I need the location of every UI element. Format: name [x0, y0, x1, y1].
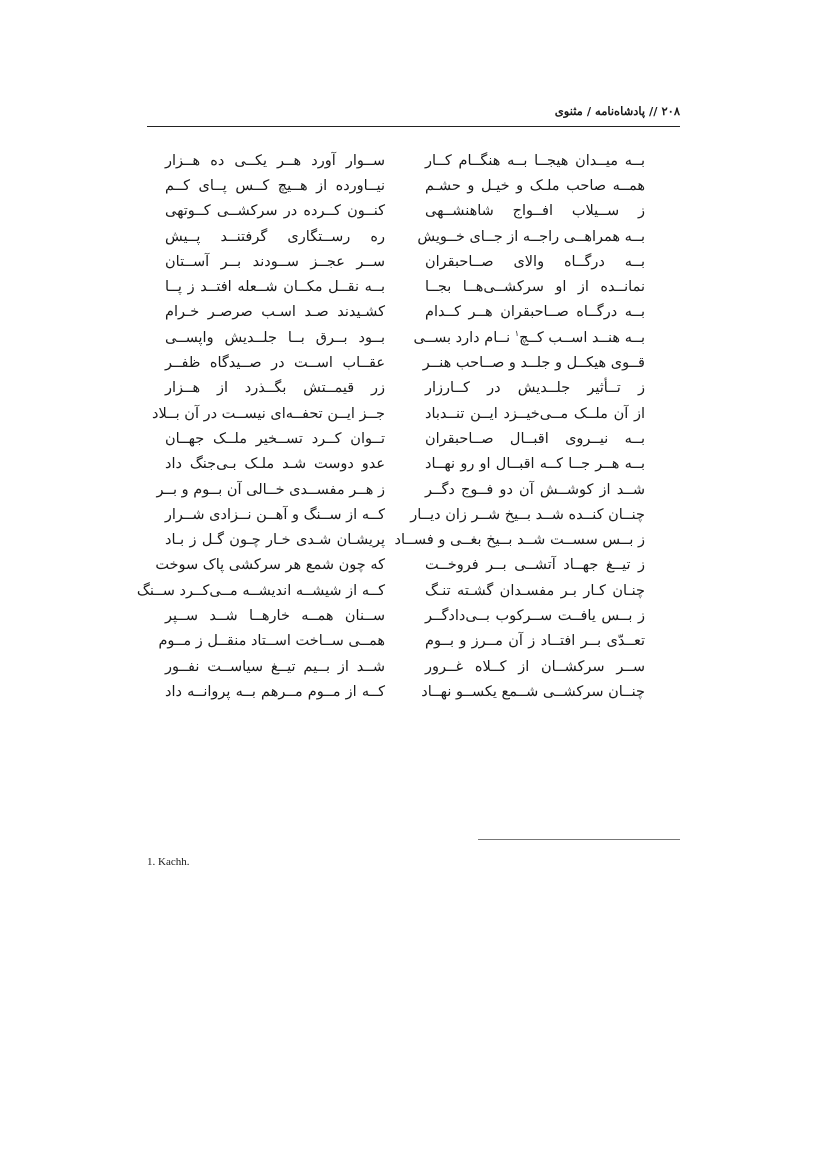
verse-row [165, 249, 645, 274]
verse-right-hemistich: ز ســیلاب افــواج شاهنشــهی [425, 203, 645, 220]
verse-right-hemistich: قــوی هیکــل و جلــد و صــاحب هنــر [422, 355, 645, 372]
verse-left-hemistich: شــد از بــیم تیــغ سیاســت نفــور [165, 658, 385, 675]
verse-row [158, 629, 645, 654]
verse-left-hemistich: کــه از مــوم مــرهم بــه پروانــه داد [165, 683, 385, 700]
verse-right-hemistich: شــد از کوشــش آن دو فــوج دگــر [425, 481, 645, 498]
verse-left-hemistich: که چون شمع هر سرکشی پاک سوخت [155, 557, 385, 574]
running-header-title: ۲۰۸ // پادشاه‌نامه / مثنوی [554, 104, 680, 118]
footnote-marker: ۱ [514, 329, 520, 339]
verse-row [165, 173, 645, 198]
verse-left-hemistich: ســوار آورد هــر یکــی ده هــزار [165, 152, 385, 169]
verse-left-hemistich: بــود بــرق بــا جلــدیش واپســی [165, 329, 385, 346]
verse-row [165, 527, 645, 552]
verse-text: بــه هنــد اســب کــچ [519, 330, 645, 347]
verse-right-hemistich: از آن ملــک مــی‌خیــزد ایــن تنــدباد [425, 405, 645, 422]
verse-row [136, 578, 645, 603]
verse-left-hemistich: ســنان همــه خارهــا شــد ســپر [165, 607, 385, 624]
verse-right-hemistich: ز بــس سســت شــد بــیخ بغــی و فســاد [394, 532, 645, 549]
verse-row [165, 452, 645, 477]
verse-right-hemistich: بــه نیــروی اقبــال صــاحبقران [425, 430, 645, 447]
verse-left-hemistich: کشـیدند صـد اسـب صرصـر خـرام [165, 304, 385, 321]
verse-row [165, 224, 645, 249]
verse-left-hemistich: همــی ســاخت اســتاد منقــل ز مــوم [158, 633, 385, 650]
verse-right-hemistich: ز بــس یافــت ســرکوب بــی‌دادگــر [425, 607, 645, 624]
verse-right-hemistich: بــه درگــاه صــاحبقران هــر کــدام [425, 304, 645, 321]
verse-left-hemistich: عدو دوست شـد ملـک بـی‌جنگ داد [165, 456, 385, 473]
verse-right-hemistich [413, 329, 645, 347]
poem-body [136, 148, 645, 705]
verse-left-hemistich: پریشـان شـدی خـار چـون گـل ز بـاد [165, 532, 385, 549]
verse-left-hemistich: کــه از ســنگ و آهــن نــزادی شــرار [164, 506, 385, 523]
footnote-text: 1. Kachh. [147, 856, 190, 868]
verse-left-hemistich: نیــاورده از هــیچ کــس پــای کــم [165, 177, 385, 194]
verse-right-hemistich: ســر سرکشــان از کــلاه غــرور [425, 658, 645, 675]
verse-row [165, 300, 645, 325]
verse-right-hemistich: چنــان کنــده شــد بــیخ شــر زان دیــار [410, 506, 645, 523]
verse-right-hemistich: ز تیــغ جهــاد آتشــی بــر فروخــت [425, 557, 645, 574]
verse-left-hemistich: تــوان کــرد تســخیر ملــک جهــان [165, 430, 385, 447]
verse-left-hemistich: کنــون کــرده در سرکشــی کــوتهی [165, 203, 385, 220]
footnote-rule [478, 839, 680, 840]
verse-row [165, 679, 645, 704]
verse-left-hemistich: ســر عجــز ســودند بــر آســتان [165, 253, 385, 270]
footnote [147, 856, 189, 868]
running-header [147, 104, 680, 126]
verse-right-hemistich: چنـان کـار بـر مفسـدان گشـته تنـگ [425, 582, 645, 599]
verse-right-hemistich: چنــان سرکشــی شــمع یکســو نهــاد [421, 683, 645, 700]
verse-row [152, 401, 645, 426]
verse-left-hemistich: جــز ایــن تحفــه‌ای نیســت در آن بــلاد [152, 405, 385, 422]
verse-row [165, 376, 645, 401]
verse-left-hemistich: عقــاب اســت در صــیدگاه ظفــر [165, 355, 385, 372]
verse-right-hemistich: بــه هــر جــا کــه اقبــال او رو نهــاد [425, 456, 645, 473]
verse-right-hemistich: بــه همراهــی راجــه از جــای خــویش [417, 228, 645, 245]
verse-row [165, 502, 645, 527]
verse-right-hemistich: بــه درگــاه والای صــاحبقران [425, 253, 645, 270]
verse-right-hemistich: ز تــأثیر جلــدیش در کــارزار [425, 380, 645, 397]
verse-row [155, 553, 645, 578]
header-rule [147, 126, 680, 127]
verse-row [165, 325, 645, 350]
verse-left-hemistich: بــه نقــل مکــان شــعله افتــد ز پــا [165, 279, 385, 296]
verse-right-hemistich: بــه میــدان هیجــا بــه هنگــام کــار [425, 152, 645, 169]
verse-row [165, 654, 645, 679]
verse-left-hemistich: ز هــر مفســدی خــالی آن بــوم و بــر [156, 481, 385, 498]
verse-left-hemistich: کــه از شیشــه اندیشــه مــی‌کــرد ســنگ [136, 582, 385, 599]
verse-row [165, 426, 645, 451]
verse-row [156, 477, 645, 502]
verse-row [165, 350, 645, 375]
verse-text: نــام دارد بســی [413, 330, 515, 347]
verse-left-hemistich: زر قیمــتش بگــذرد از هــزار [165, 380, 385, 397]
verse-row [165, 274, 645, 299]
verse-left-hemistich: ره رســتگاری گرفتنــد پــیش [165, 228, 385, 245]
verse-right-hemistich: نمانــده از او سرکشــی‌هــا بجــا [425, 279, 645, 296]
verse-right-hemistich: تعــدّی بــر افتــاد ز آن مــرز و بــوم [425, 633, 645, 650]
verse-right-hemistich: همــه صاحب ملـک و خیـل و حشـم [425, 177, 645, 194]
verse-row [165, 603, 645, 628]
verse-row [165, 199, 645, 224]
verse-row [165, 148, 645, 173]
